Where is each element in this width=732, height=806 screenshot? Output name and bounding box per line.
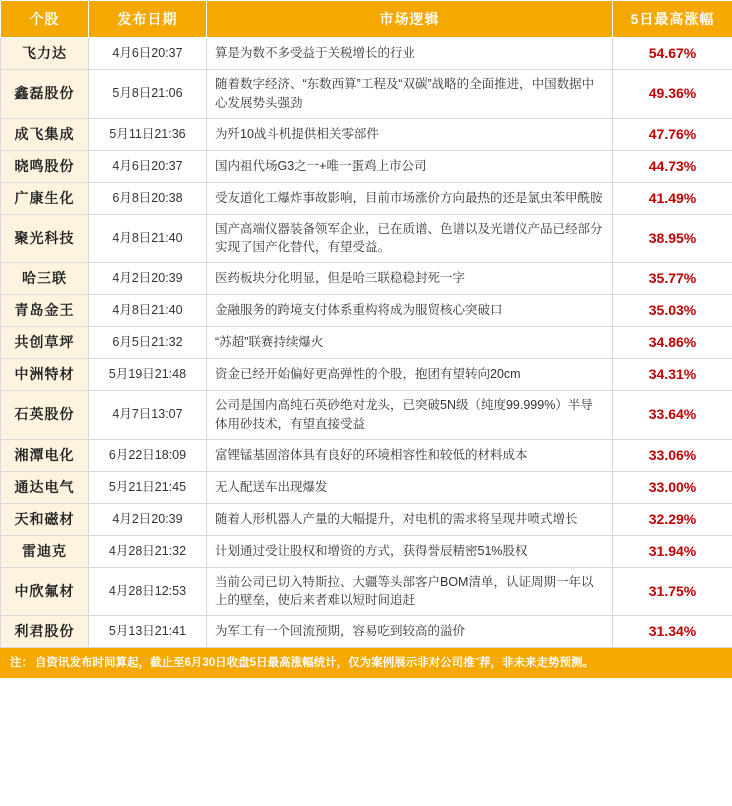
cell-stock-name: 青岛金王 [1,295,89,327]
cell-max-gain: 44.73% [613,150,732,182]
table-row [1,327,732,359]
cell-max-gain: 38.95% [613,214,732,263]
cell-publish-date: 5月21日21:45 [89,471,207,503]
table-row [1,295,732,327]
cell-stock-name: 石英股份 [1,391,89,440]
table-row [1,535,732,567]
cell-stock-name: 晓鸣股份 [1,150,89,182]
table-row [1,263,732,295]
cell-max-gain: 34.31% [613,359,732,391]
footnote-label: 注： [10,657,33,669]
cell-stock-name: 通达电气 [1,471,89,503]
cell-stock-name: 湘潭电化 [1,439,89,471]
cell-market-logic: 无人配送车出现爆发 [207,471,613,503]
cell-market-logic: 随着数字经济、“东数西算”工程及“双碳”战略的全面推进，中国数据中心发展势头强劲 [207,70,613,119]
cell-publish-date: 4月2日20:39 [89,263,207,295]
cell-publish-date: 4月2日20:39 [89,503,207,535]
cell-publish-date: 6月8日20:38 [89,182,207,214]
cell-market-logic: 为歼10战斗机提供相关零部件 [207,118,613,150]
cell-market-logic: 随着人形机器人产量的大幅提升，对电机的需求将呈现井喷式增长 [207,503,613,535]
cell-stock-name: 中洲特材 [1,359,89,391]
cell-max-gain: 33.00% [613,471,732,503]
table-row [1,616,732,648]
cell-stock-name: 聚光科技 [1,214,89,263]
cell-market-logic: 受友道化工爆炸事故影响，目前市场涨价方向最热的还是氯虫苯甲酰胺 [207,182,613,214]
cell-market-logic: “苏超”联赛持续爆火 [207,327,613,359]
cell-stock-name: 雷迪克 [1,535,89,567]
cell-max-gain: 31.94% [613,535,732,567]
footnote [0,648,732,678]
cell-max-gain: 34.86% [613,327,732,359]
cell-publish-date: 5月13日21:41 [89,616,207,648]
table-row [1,439,732,471]
footnote-text: 自资讯发布时间算起，截止至6月30日收盘5日最高涨幅统计，仅为案例展示非对公司推־荐，非未来走势预测。 [35,657,594,669]
cell-market-logic: 国内祖代场G3之一+唯一蛋鸡上市公司 [207,150,613,182]
cell-max-gain: 35.03% [613,295,732,327]
cell-publish-date: 5月11日21:36 [89,118,207,150]
cell-market-logic: 国产高端仪器装备领军企业，已在质谱、色谱以及光谱仪产品已经部分实现了国产化替代，有望受益。 [207,214,613,263]
cell-publish-date: 4月7日13:07 [89,391,207,440]
table-row [1,182,732,214]
cell-publish-date: 5月8日21:06 [89,70,207,119]
cell-max-gain: 31.75% [613,567,732,616]
table-row [1,503,732,535]
cell-market-logic: 算是为数不多受益于关税增长的行业 [207,38,613,70]
cell-publish-date: 4月28日21:32 [89,535,207,567]
cell-max-gain: 31.34% [613,616,732,648]
column-header-logic: 市场逻辑 [207,1,613,38]
cell-publish-date: 6月5日21:32 [89,327,207,359]
cell-stock-name: 成飞集成 [1,118,89,150]
cell-publish-date: 4月8日21:40 [89,295,207,327]
cell-max-gain: 41.49% [613,182,732,214]
table-row [1,38,732,70]
cell-stock-name: 共创草坪 [1,327,89,359]
cell-max-gain: 35.77% [613,263,732,295]
cell-max-gain: 47.76% [613,118,732,150]
cell-stock-name: 哈三联 [1,263,89,295]
cell-publish-date: 4月6日20:37 [89,150,207,182]
table-body [1,38,732,648]
cell-max-gain: 33.64% [613,391,732,440]
cell-market-logic: 金融服务的跨境支付体系重构将成为服贸核心突破口 [207,295,613,327]
cell-max-gain: 49.36% [613,70,732,119]
cell-market-logic: 富锂锰基固溶体具有良好的环境相容性和较低的材料成本 [207,439,613,471]
cell-stock-name: 中欣氟材 [1,567,89,616]
cell-max-gain: 32.29% [613,503,732,535]
cell-market-logic: 计划通过受让股权和增资的方式，获得誉辰精密51%股权 [207,535,613,567]
cell-publish-date: 5月19日21:48 [89,359,207,391]
cell-publish-date: 4月8日21:40 [89,214,207,263]
column-header-stock: 个股 [1,1,89,38]
table-row [1,567,732,616]
cell-market-logic: 当前公司已切入特斯拉、大疆等头部客户BOM清单，认证周期一年以上的壁垒，使后来者难以短时间追赶 [207,567,613,616]
table-row [1,214,732,263]
cell-market-logic: 医药板块分化明显，但是哈三联稳稳封死一字 [207,263,613,295]
cell-market-logic: 公司是国内高纯石英砂绝对龙头，已突破5N级（纯度99.999%）半导体用砂技术，有望直接受益 [207,391,613,440]
cell-publish-date: 4月6日20:37 [89,38,207,70]
table-row [1,118,732,150]
cell-stock-name: 飞力达 [1,38,89,70]
cell-market-logic: 资金已经开始偏好更高弹性的个股，抱团有望转向20cm [207,359,613,391]
cell-stock-name: 鑫磊股份 [1,70,89,119]
cell-stock-name: 天和磁材 [1,503,89,535]
cell-publish-date: 6月22日18:09 [89,439,207,471]
table-row [1,391,732,440]
cell-max-gain: 33.06% [613,439,732,471]
column-header-gain: 5日最高涨幅 [613,1,732,38]
cell-stock-name: 广康生化 [1,182,89,214]
cell-market-logic: 为军工有一个回流预期，容易吃到较高的溢价 [207,616,613,648]
table-row [1,359,732,391]
cell-stock-name: 利君股份 [1,616,89,648]
table-header-row [1,1,732,38]
table-row [1,150,732,182]
table-header [1,1,732,38]
cell-max-gain: 54.67% [613,38,732,70]
table-row [1,471,732,503]
column-header-date: 发布日期 [89,1,207,38]
table-row [1,70,732,119]
cell-publish-date: 4月28日12:53 [89,567,207,616]
